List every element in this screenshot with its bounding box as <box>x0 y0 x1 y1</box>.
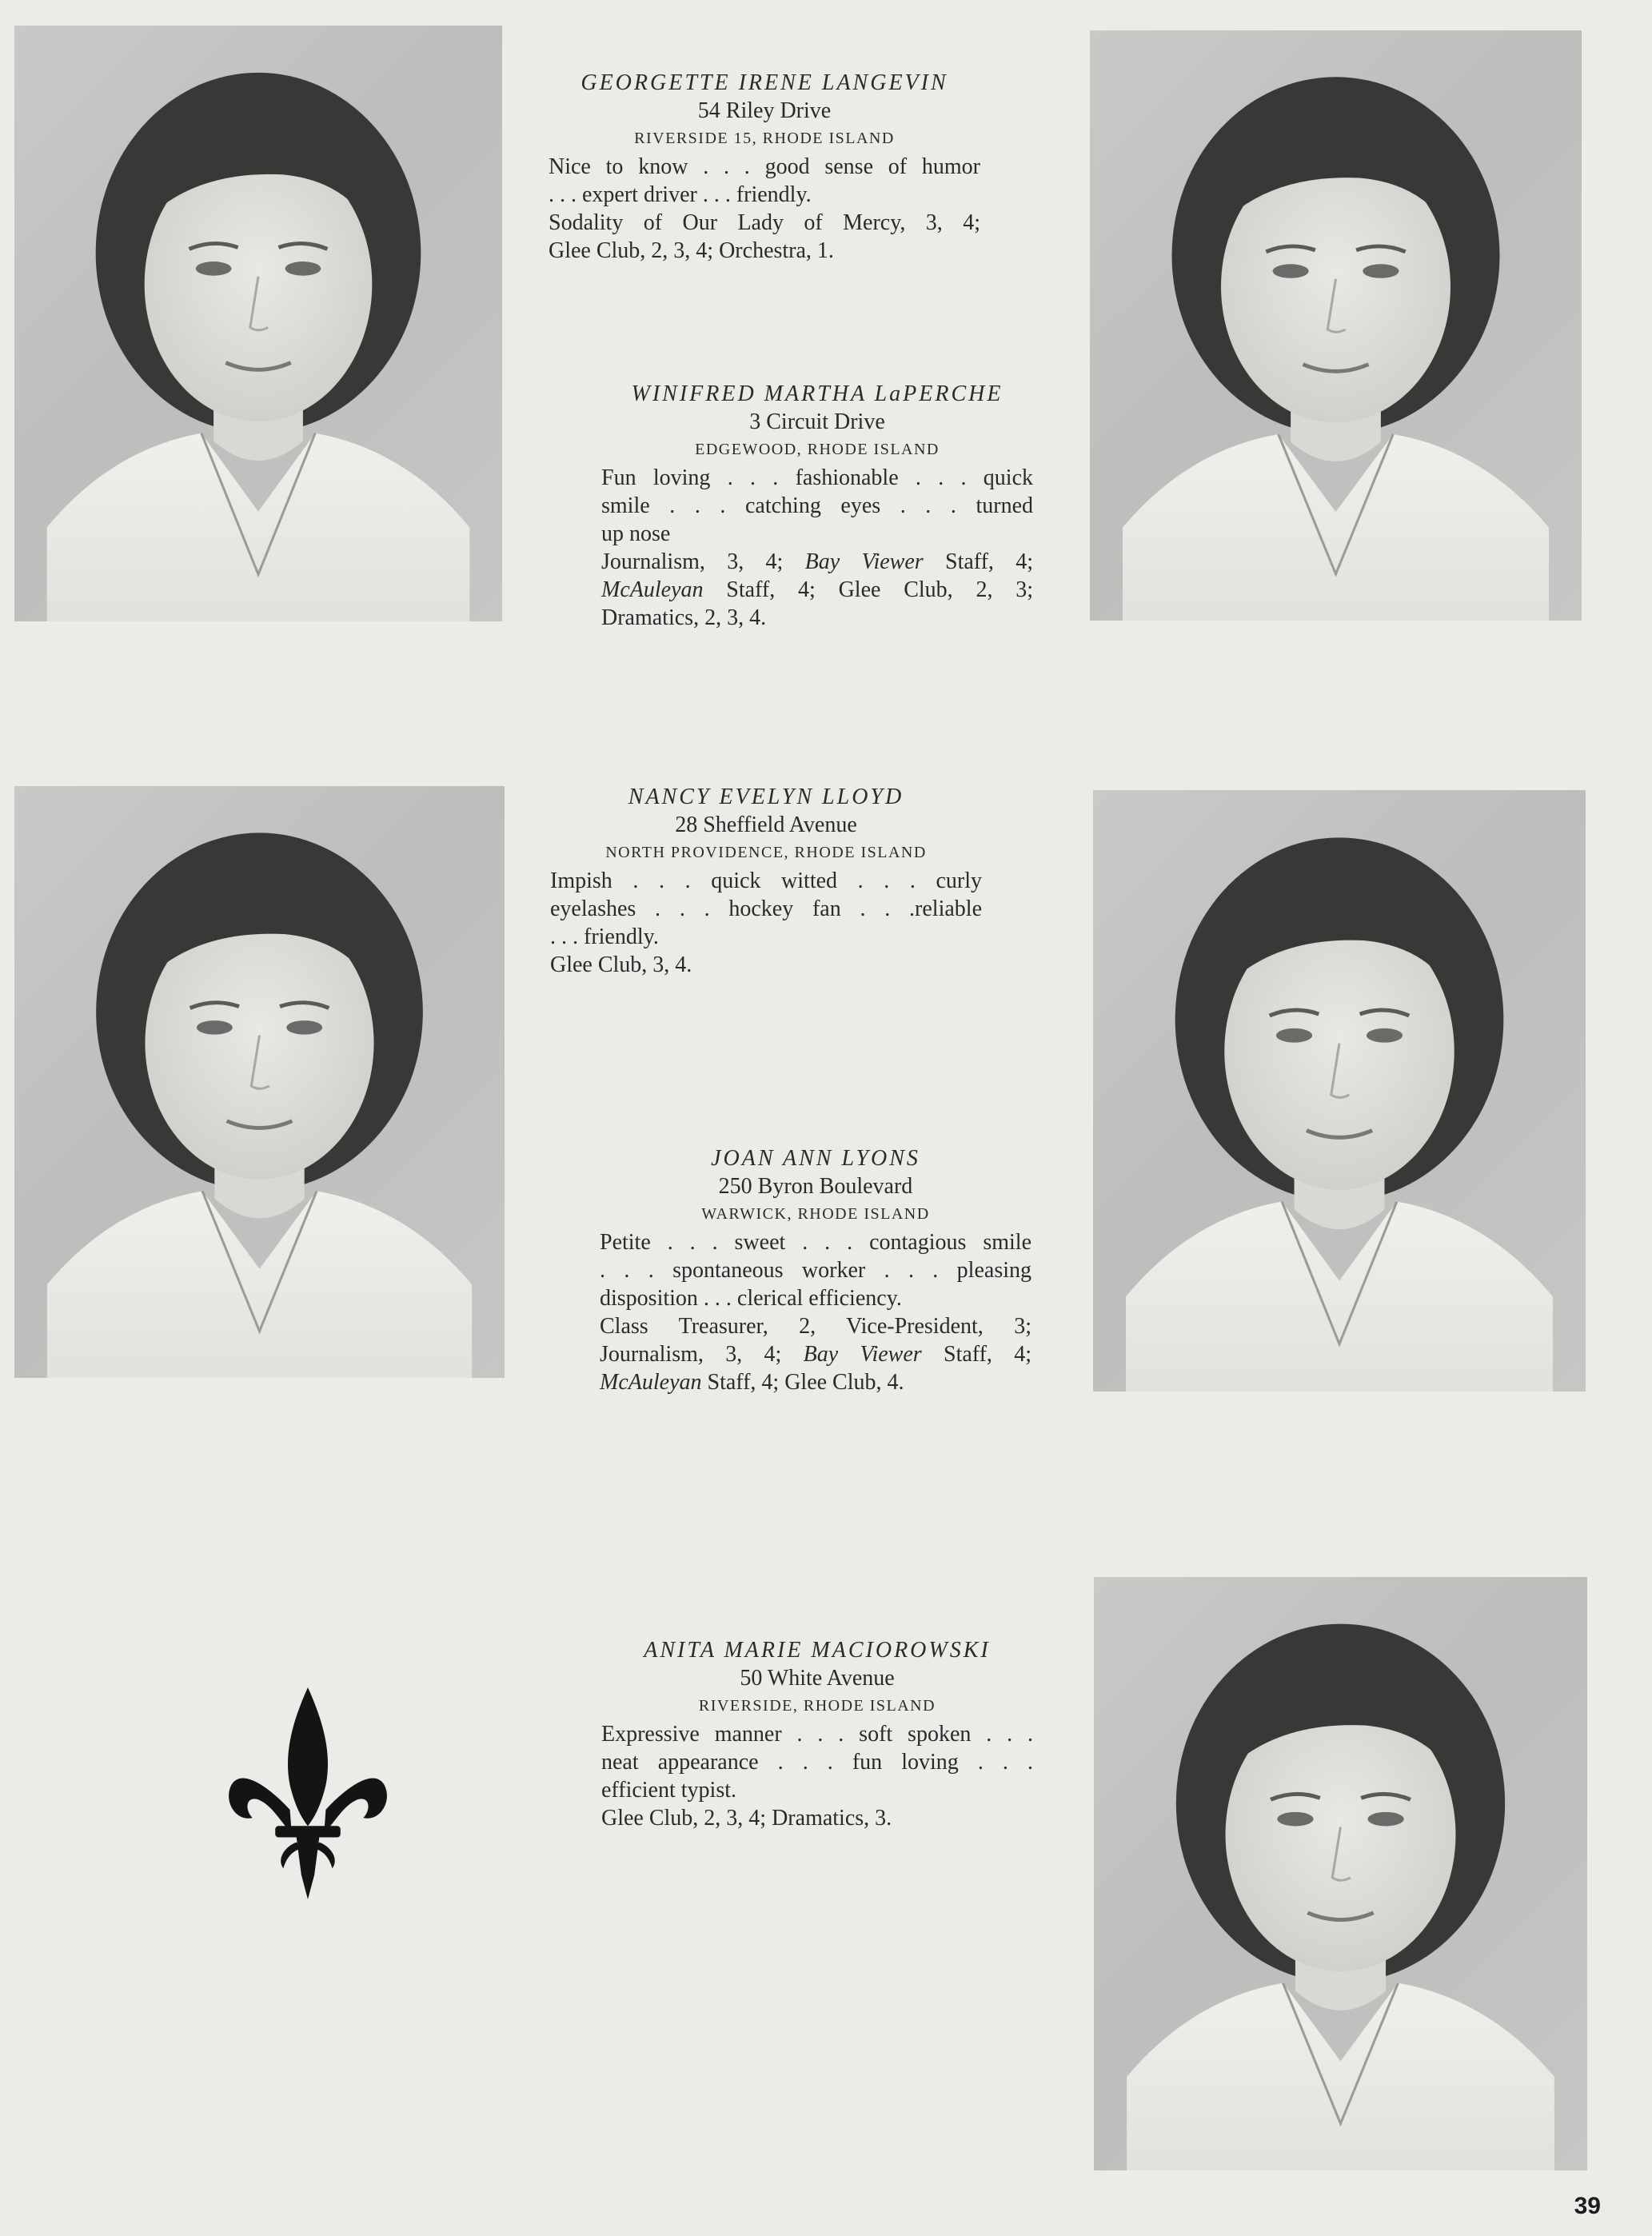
portrait-photo <box>14 26 502 621</box>
student-name: NANCY EVELYN LLOYD <box>628 785 904 809</box>
student-entry <box>600 1144 1032 1396</box>
portrait-photo-image <box>1094 1577 1587 2170</box>
bio-line <box>601 548 1033 576</box>
portrait-photo <box>1093 790 1586 1392</box>
bio-line: Sodality of Our Lady of Mercy, 3, 4; <box>549 210 980 235</box>
bio-line: Class Treasurer, 2, Vice-President, 3; <box>600 1314 1032 1339</box>
bio-line-part: Journalism, 3, 4; <box>601 549 784 574</box>
student-name: GEORGETTE IRENE LANGEVIN <box>581 70 948 95</box>
student-entry <box>601 1636 1033 1832</box>
bio-line-part: Staff, 4; Glee Club, 2, 3; <box>726 577 1034 602</box>
student-street: 28 Sheffield Avenue <box>675 813 857 837</box>
bio-line: smile . . . catching eyes . . . turned <box>601 493 1033 518</box>
bio-line: Glee Club, 2, 3, 4; Dramatics, 3. <box>601 1806 892 1831</box>
student-name: ANITA MARIE MACIOROWSKI <box>644 1638 991 1663</box>
portrait-photo-image <box>1093 790 1586 1392</box>
bio-line-part: Staff, 4; <box>944 1342 1032 1367</box>
publication-title: Bay Viewer <box>804 549 924 574</box>
bio-line: Nice to know . . . good sense of humor <box>549 154 980 179</box>
student-entry <box>549 69 980 265</box>
student-entry <box>550 783 982 979</box>
portrait-photo <box>1094 1577 1587 2170</box>
student-street: 50 White Avenue <box>740 1666 895 1691</box>
student-street: 54 Riley Drive <box>697 98 832 123</box>
bio-line: disposition . . . clerical efficiency. <box>600 1286 902 1311</box>
bio-line: Expressive manner . . . soft spoken . . . <box>601 1722 1033 1747</box>
bio-line: Fun loving . . . fashionable . . . quick <box>601 465 1033 490</box>
bio-line: up nose <box>601 521 671 546</box>
bio-line-part: Staff, 4; <box>945 549 1034 574</box>
bio-line <box>600 1368 1032 1396</box>
portrait-photo-image <box>1090 30 1582 621</box>
bio-line: . . . spontaneous worker . . . pleasing <box>600 1258 1032 1283</box>
bio-line: Petite . . . sweet . . . contagious smile <box>600 1230 1032 1255</box>
portrait-photo-image <box>14 786 505 1378</box>
portrait-photo <box>14 786 505 1378</box>
fleur-de-lis-icon <box>224 1687 392 1899</box>
bio-line: Glee Club, 3, 4. <box>550 952 692 977</box>
bio-line <box>601 576 1033 604</box>
bio-line: neat appearance . . . fun loving . . . <box>601 1750 1033 1775</box>
student-city: NORTH PROVIDENCE, RHODE ISLAND <box>605 844 927 861</box>
student-street: 250 Byron Boulevard <box>718 1174 913 1199</box>
bio-line: . . . friendly. <box>550 924 659 949</box>
publication-title: McAuleyan <box>601 577 704 602</box>
student-city: RIVERSIDE, RHODE ISLAND <box>698 1697 936 1715</box>
bio-line: eyelashes . . . hockey fan . . .reliable <box>550 896 982 921</box>
bio-line: Dramatics, 2, 3, 4. <box>601 605 767 630</box>
bio-line: efficient typist. <box>601 1778 736 1803</box>
publication-title: McAuleyan <box>600 1370 702 1395</box>
student-city: EDGEWOOD, RHODE ISLAND <box>695 441 940 458</box>
portrait-photo-image <box>14 26 502 621</box>
student-entry <box>601 380 1033 632</box>
student-name: JOAN ANN LYONS <box>711 1146 920 1171</box>
student-name: WINIFRED MARTHA LaPERCHE <box>631 381 1004 406</box>
student-street: 3 Circuit Drive <box>749 409 885 434</box>
bio-line <box>600 1340 1032 1368</box>
page-number: 39 <box>1574 2193 1601 2219</box>
portrait-photo <box>1090 30 1582 621</box>
student-city: WARWICK, RHODE ISLAND <box>701 1205 930 1223</box>
bio-line: . . . expert driver . . . friendly. <box>549 182 812 207</box>
bio-line: Impish . . . quick witted . . . curly <box>550 868 982 893</box>
student-city: RIVERSIDE 15, RHODE ISLAND <box>634 130 895 147</box>
bio-line: Glee Club, 2, 3, 4; Orchestra, 1. <box>549 238 834 263</box>
bio-line-part: Journalism, 3, 4; <box>600 1342 782 1367</box>
publication-title: Bay Viewer <box>803 1342 922 1367</box>
bio-line-part: Staff, 4; Glee Club, 4. <box>707 1370 904 1395</box>
